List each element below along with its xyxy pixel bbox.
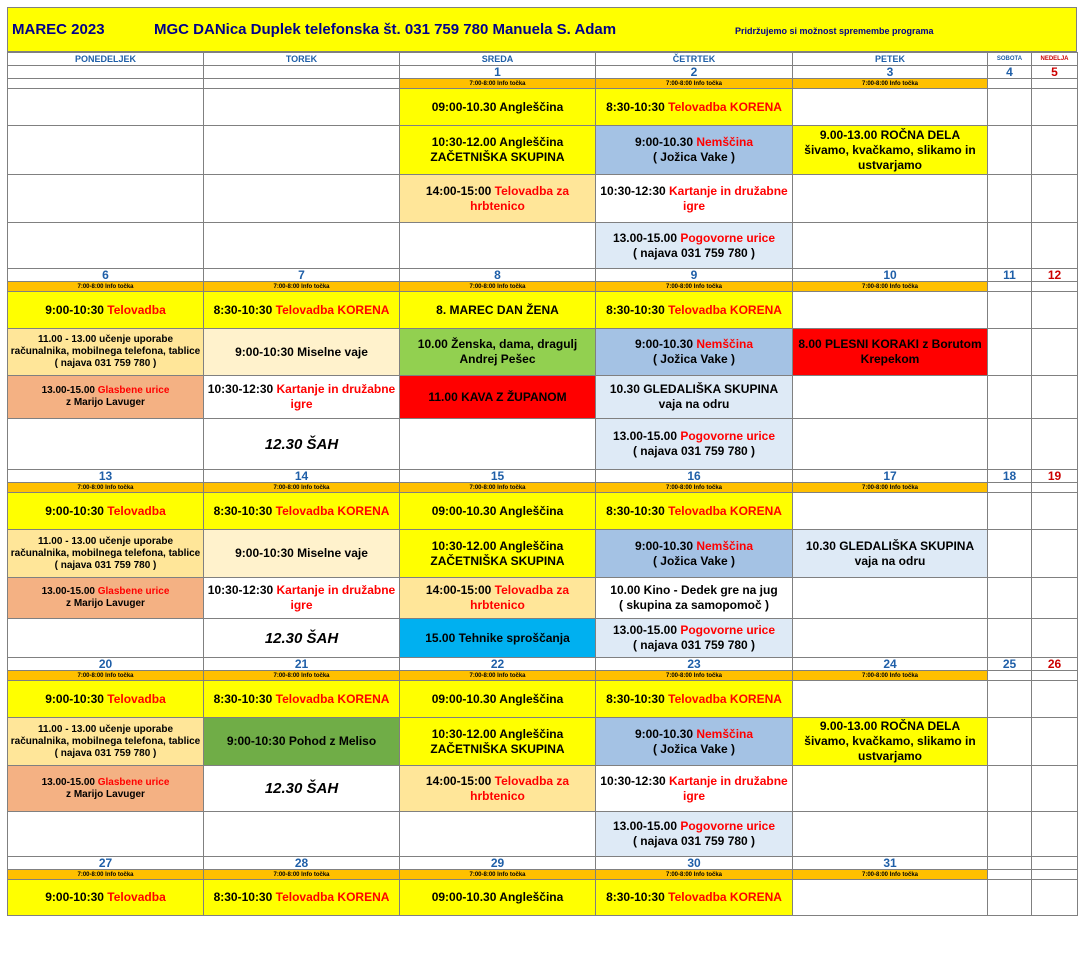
empty-cell: [988, 223, 1032, 269]
empty-cell: [1032, 681, 1078, 718]
event-cell: 9.00-13.00 ROČNA DELA šivamo, kvačkamo, slikamo in ustvarjamo: [793, 718, 988, 766]
empty-cell: [8, 175, 204, 223]
date-cell: 21: [204, 658, 400, 671]
empty-cell: [793, 619, 988, 658]
date-cell: 14: [204, 470, 400, 483]
empty-cell: [988, 671, 1032, 681]
date-cell: 7: [204, 269, 400, 282]
event-cell: 10.00 Ženska, dama, dragulj Andrej Pešec: [400, 329, 596, 376]
month-title: MAREC 2023: [12, 21, 105, 38]
date-cell: 17: [793, 470, 988, 483]
event-cell: 9:00-10:30 Pohod z Meliso: [204, 718, 400, 766]
empty-cell: [8, 419, 204, 470]
date-cell: 16: [596, 470, 793, 483]
event-cell: 10:30-12:30 Kartanje in družabne igre: [204, 578, 400, 619]
empty-cell: [8, 89, 204, 126]
center-title: MGC DANica Duplek telefonska št. 031 759 780 Manuela S. Adam: [154, 21, 617, 38]
date-cell: 31: [793, 857, 988, 870]
empty-cell: [1032, 292, 1078, 329]
date-cell: 2: [596, 66, 793, 79]
empty-cell: [793, 223, 988, 269]
empty-cell: [1032, 530, 1078, 578]
slot-row: [8, 812, 1078, 857]
empty-cell: [988, 79, 1032, 89]
header-banner: [7, 7, 1077, 52]
slot-row: [8, 718, 1078, 766]
date-cell: 18: [988, 470, 1032, 483]
empty-cell: [793, 766, 988, 812]
empty-cell: [793, 175, 988, 223]
slot-row: [8, 530, 1078, 578]
empty-cell: [793, 880, 988, 916]
date-row: [8, 658, 1078, 671]
event-cell: 8.00 PLESNI KORAKI z Borutom Krepekom: [793, 329, 988, 376]
empty-cell: [8, 79, 204, 89]
date-cell: 26: [1032, 658, 1078, 671]
date-cell: 12: [1032, 269, 1078, 282]
info-cell: 7:00-8:00 Info točka: [596, 671, 793, 681]
empty-cell: [988, 578, 1032, 619]
date-cell: 24: [793, 658, 988, 671]
date-cell: 22: [400, 658, 596, 671]
event-cell: 09:00-10.30 Angleščina: [400, 880, 596, 916]
info-cell: 7:00-8:00 Info točka: [793, 870, 988, 880]
empty-cell: [204, 175, 400, 223]
event-cell: 9.00-13.00 ROČNA DELA šivamo, kvačkamo, slikamo in ustvarjamo: [793, 126, 988, 175]
empty-cell: [793, 419, 988, 470]
date-cell: 10: [793, 269, 988, 282]
event-cell: 9:00-10.30 Nemščina ( Jožica Vake ): [596, 530, 793, 578]
empty-cell: [8, 126, 204, 175]
empty-cell: [1032, 493, 1078, 530]
date-cell: [204, 66, 400, 79]
event-cell: 10.30 GLEDALIŠKA SKUPINA vaja na odru: [596, 376, 793, 419]
weekday-row: [8, 53, 1078, 66]
event-cell: 9:00-10:30 Telovadba: [8, 493, 204, 530]
event-cell: 9:00-10:30 Miselne vaje: [204, 530, 400, 578]
info-row: [8, 282, 1078, 292]
empty-cell: [1032, 483, 1078, 493]
empty-cell: [988, 329, 1032, 376]
empty-cell: [8, 223, 204, 269]
date-cell: 23: [596, 658, 793, 671]
event-cell: 10.00 Kino - Dedek gre na jug ( skupina za samopomoč ): [596, 578, 793, 619]
slot-row: [8, 175, 1078, 223]
event-cell: 14:00-15:00 Telovadba za hrbtenico: [400, 578, 596, 619]
weekday-sun: NEDELJA: [1032, 53, 1078, 66]
date-cell: 28: [204, 857, 400, 870]
info-cell: 7:00-8:00 Info točka: [204, 483, 400, 493]
event-cell: 10:30-12:30 Kartanje in družabne igre: [204, 376, 400, 419]
info-cell: 7:00-8:00 Info točka: [793, 282, 988, 292]
event-cell: 11.00 - 13.00 učenje uporabe računalnika, mobilnega telefona, tablice ( najava 031 759 780 ): [8, 329, 204, 376]
empty-cell: [988, 766, 1032, 812]
event-cell: 13.00-15.00 Glasbene urice z Marijo Lavuger: [8, 766, 204, 812]
date-cell: 1: [400, 66, 596, 79]
slot-row: [8, 681, 1078, 718]
slot-row: [8, 292, 1078, 329]
empty-cell: [400, 419, 596, 470]
info-cell: 7:00-8:00 Info točka: [400, 671, 596, 681]
event-cell: 13.00-15.00 Glasbene urice z Marijo Lavuger: [8, 578, 204, 619]
empty-cell: [400, 812, 596, 857]
date-cell: 29: [400, 857, 596, 870]
event-cell: 11.00 - 13.00 učenje uporabe računalnika, mobilnega telefona, tablice ( najava 031 759 780 ): [8, 718, 204, 766]
slot-row: [8, 329, 1078, 376]
empty-cell: [1032, 419, 1078, 470]
event-cell: 9:00-10:30 Telovadba: [8, 292, 204, 329]
empty-cell: [1032, 79, 1078, 89]
event-cell: 8:30-10:30 Telovadba KORENA: [204, 880, 400, 916]
empty-cell: [988, 89, 1032, 126]
date-cell: [1032, 857, 1078, 870]
event-cell: 9:00-10:30 Telovadba: [8, 681, 204, 718]
info-cell: 7:00-8:00 Info točka: [8, 483, 204, 493]
date-cell: 25: [988, 658, 1032, 671]
empty-cell: [1032, 880, 1078, 916]
date-cell: 9: [596, 269, 793, 282]
info-cell: 7:00-8:00 Info točka: [204, 282, 400, 292]
event-cell: 9:00-10.30 Nemščina ( Jožica Vake ): [596, 718, 793, 766]
weekday-fri: PETEK: [793, 53, 988, 66]
empty-cell: [1032, 718, 1078, 766]
empty-cell: [1032, 619, 1078, 658]
event-cell: 12.30 ŠAH: [204, 419, 400, 470]
info-cell: 7:00-8:00 Info točka: [8, 282, 204, 292]
empty-cell: [1032, 282, 1078, 292]
slot-row: [8, 766, 1078, 812]
empty-cell: [8, 619, 204, 658]
event-cell: 10:30-12.00 Angleščina ZAČETNIŠKA SKUPINA: [400, 126, 596, 175]
empty-cell: [1032, 812, 1078, 857]
event-cell: 13.00-15.00 Glasbene urice z Marijo Lavuger: [8, 376, 204, 419]
event-cell: 10:30-12.00 Angleščina ZAČETNIŠKA SKUPINA: [400, 718, 596, 766]
date-cell: 5: [1032, 66, 1078, 79]
date-cell: 15: [400, 470, 596, 483]
event-cell: 9:00-10.30 Nemščina ( Jožica Vake ): [596, 126, 793, 175]
empty-cell: [793, 578, 988, 619]
slot-row: [8, 619, 1078, 658]
empty-cell: [988, 619, 1032, 658]
event-cell: 8:30-10:30 Telovadba KORENA: [204, 292, 400, 329]
empty-cell: [793, 89, 988, 126]
info-row: [8, 79, 1078, 89]
event-cell: 8:30-10:30 Telovadba KORENA: [204, 681, 400, 718]
event-cell: 09:00-10.30 Angleščina: [400, 493, 596, 530]
info-cell: 7:00-8:00 Info točka: [596, 282, 793, 292]
weekday-tue: TOREK: [204, 53, 400, 66]
info-row: [8, 483, 1078, 493]
event-cell: 11.00 - 13.00 učenje uporabe računalnika, mobilnega telefona, tablice ( najava 031 759 780 ): [8, 530, 204, 578]
empty-cell: [793, 681, 988, 718]
slot-row: [8, 376, 1078, 419]
date-cell: 19: [1032, 470, 1078, 483]
date-row: [8, 857, 1078, 870]
empty-cell: [204, 89, 400, 126]
weekday-sat: SOBOTA: [988, 53, 1032, 66]
slot-row: [8, 419, 1078, 470]
date-cell: [988, 857, 1032, 870]
info-cell: 7:00-8:00 Info točka: [596, 483, 793, 493]
event-cell: 15.00 Tehnike sproščanja: [400, 619, 596, 658]
info-cell: 7:00-8:00 Info točka: [400, 870, 596, 880]
empty-cell: [1032, 223, 1078, 269]
empty-cell: [204, 126, 400, 175]
event-cell: 13.00-15.00 Pogovorne urice ( najava 031 759 780 ): [596, 223, 793, 269]
empty-cell: [1032, 870, 1078, 880]
date-cell: 3: [793, 66, 988, 79]
empty-cell: [1032, 126, 1078, 175]
empty-cell: [793, 376, 988, 419]
slot-row: [8, 89, 1078, 126]
empty-cell: [988, 292, 1032, 329]
info-row: [8, 870, 1078, 880]
empty-cell: [988, 419, 1032, 470]
date-row: [8, 470, 1078, 483]
empty-cell: [1032, 671, 1078, 681]
date-cell: 20: [8, 658, 204, 671]
event-cell: 14:00-15:00 Telovadba za hrbtenico: [400, 766, 596, 812]
empty-cell: [204, 79, 400, 89]
event-cell: 8:30-10:30 Telovadba KORENA: [596, 681, 793, 718]
empty-cell: [988, 483, 1032, 493]
date-cell: 4: [988, 66, 1032, 79]
empty-cell: [204, 812, 400, 857]
event-cell: 8:30-10:30 Telovadba KORENA: [596, 292, 793, 329]
event-cell: 8:30-10:30 Telovadba KORENA: [596, 89, 793, 126]
info-cell: 7:00-8:00 Info točka: [400, 483, 596, 493]
info-cell: 7:00-8:00 Info točka: [793, 483, 988, 493]
info-cell: 7:00-8:00 Info točka: [204, 870, 400, 880]
empty-cell: [988, 870, 1032, 880]
weekday-mon: PONEDELJEK: [8, 53, 204, 66]
info-cell: 7:00-8:00 Info točka: [8, 671, 204, 681]
event-cell: 8. MAREC DAN ŽENA: [400, 292, 596, 329]
date-cell: 6: [8, 269, 204, 282]
empty-cell: [793, 493, 988, 530]
event-cell: 8:30-10:30 Telovadba KORENA: [204, 493, 400, 530]
empty-cell: [1032, 89, 1078, 126]
empty-cell: [1032, 766, 1078, 812]
date-row: [8, 269, 1078, 282]
event-cell: 12.30 ŠAH: [204, 766, 400, 812]
date-row: [8, 66, 1078, 79]
info-cell: 7:00-8:00 Info točka: [793, 671, 988, 681]
weekday-wed: SREDA: [400, 53, 596, 66]
empty-cell: [1032, 376, 1078, 419]
event-cell: 10.30 GLEDALIŠKA SKUPINA vaja na odru: [793, 530, 988, 578]
empty-cell: [793, 292, 988, 329]
weekday-thu: ČETRTEK: [596, 53, 793, 66]
event-cell: 13.00-15.00 Pogovorne urice ( najava 031 759 780 ): [596, 812, 793, 857]
event-cell: 10:30-12:30 Kartanje in družabne igre: [596, 766, 793, 812]
date-cell: [8, 66, 204, 79]
slot-row: [8, 126, 1078, 175]
date-cell: 30: [596, 857, 793, 870]
info-cell: 7:00-8:00 Info točka: [596, 870, 793, 880]
event-cell: 10:30-12.00 Angleščina ZAČETNIŠKA SKUPINA: [400, 530, 596, 578]
date-cell: 13: [8, 470, 204, 483]
empty-cell: [8, 812, 204, 857]
empty-cell: [988, 175, 1032, 223]
event-cell: 9:00-10.30 Nemščina ( Jožica Vake ): [596, 329, 793, 376]
program-note: Pridržujemo si možnost spremembe programa: [735, 26, 934, 36]
event-cell: 13.00-15.00 Pogovorne urice ( najava 031 759 780 ): [596, 619, 793, 658]
empty-cell: [988, 493, 1032, 530]
info-cell: 7:00-8:00 Info točka: [400, 282, 596, 292]
empty-cell: [988, 530, 1032, 578]
date-cell: 27: [8, 857, 204, 870]
empty-cell: [988, 718, 1032, 766]
info-cell: 7:00-8:00 Info točka: [204, 671, 400, 681]
event-cell: 9:00-10:30 Telovadba: [8, 880, 204, 916]
empty-cell: [1032, 175, 1078, 223]
calendar-table: [7, 52, 1078, 916]
empty-cell: [204, 223, 400, 269]
info-cell: 7:00-8:00 Info točka: [596, 79, 793, 89]
empty-cell: [1032, 329, 1078, 376]
slot-row: [8, 880, 1078, 916]
info-cell: 7:00-8:00 Info točka: [8, 870, 204, 880]
event-cell: 8:30-10:30 Telovadba KORENA: [596, 880, 793, 916]
empty-cell: [400, 223, 596, 269]
slot-row: [8, 493, 1078, 530]
event-cell: 8:30-10:30 Telovadba KORENA: [596, 493, 793, 530]
event-cell: 13.00-15.00 Pogovorne urice ( najava 031 759 780 ): [596, 419, 793, 470]
empty-cell: [988, 126, 1032, 175]
event-cell: 09:00-10.30 Angleščina: [400, 89, 596, 126]
date-cell: 8: [400, 269, 596, 282]
empty-cell: [988, 282, 1032, 292]
event-cell: 14:00-15:00 Telovadba za hrbtenico: [400, 175, 596, 223]
event-cell: 12.30 ŠAH: [204, 619, 400, 658]
event-cell: 09:00-10.30 Angleščina: [400, 681, 596, 718]
date-cell: 11: [988, 269, 1032, 282]
event-cell: 11.00 KAVA Z ŽUPANOM: [400, 376, 596, 419]
event-cell: 9:00-10:30 Miselne vaje: [204, 329, 400, 376]
empty-cell: [988, 880, 1032, 916]
event-cell: 10:30-12:30 Kartanje in družabne igre: [596, 175, 793, 223]
slot-row: [8, 223, 1078, 269]
empty-cell: [1032, 578, 1078, 619]
empty-cell: [988, 812, 1032, 857]
info-cell: 7:00-8:00 Info točka: [793, 79, 988, 89]
slot-row: [8, 578, 1078, 619]
empty-cell: [988, 376, 1032, 419]
info-row: [8, 671, 1078, 681]
empty-cell: [793, 812, 988, 857]
empty-cell: [988, 681, 1032, 718]
info-cell: 7:00-8:00 Info točka: [400, 79, 596, 89]
